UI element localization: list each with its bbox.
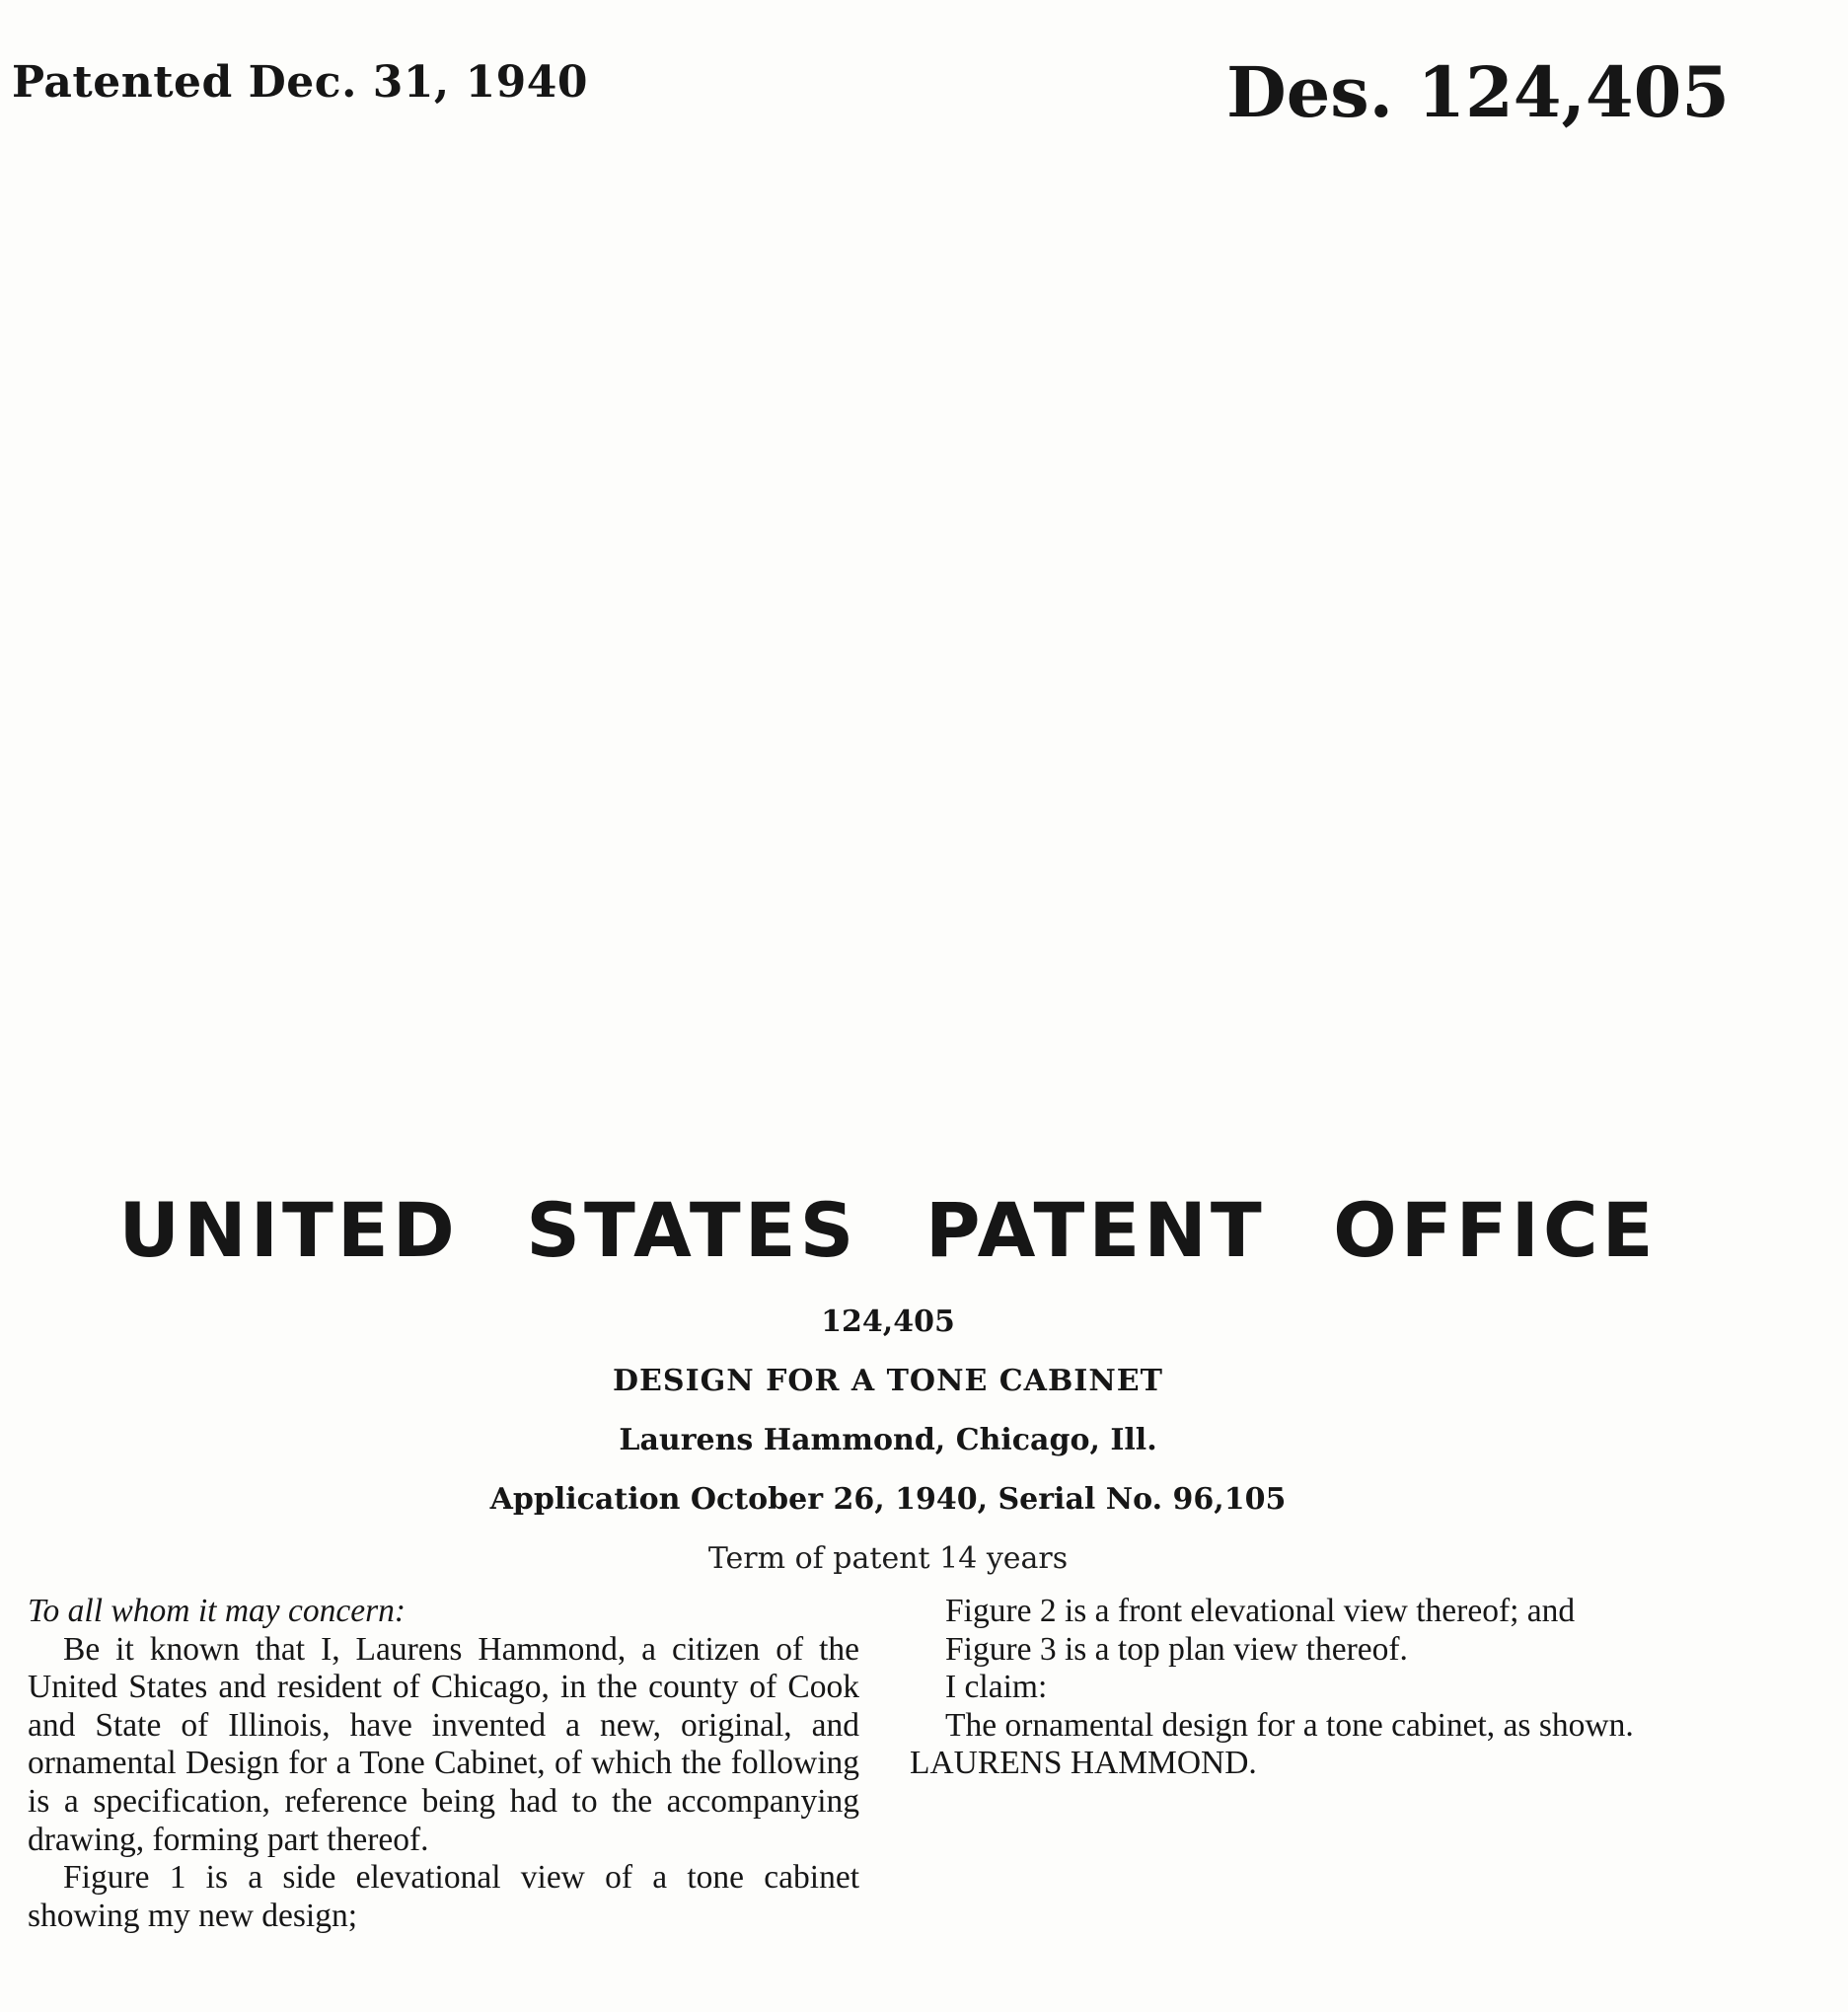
patent-office-heading: UNITED STATES PATENT OFFICE [118,1186,1658,1274]
design-number: Des. 124,405 [1226,51,1730,133]
design-title: DESIGN FOR A TONE CABINET [613,1364,1163,1398]
patented-date: Patented Dec. 31, 1940 [12,57,589,108]
figure-3-description: Figure 3 is a top plan view thereof. [945,1630,1408,1668]
application-line: Application October 26, 1940, Serial No. 96,105 [489,1482,1287,1517]
salutation: To all whom it may concern: [28,1593,407,1629]
left-column [28,1593,859,1935]
specification-paragraph: Be it known that I, Laurens Hammond, a citizen of the United States and resident of Chicago, in the county of Cook and State of Illinois, have invented a new, original, and ornamental Design for a Tone Cabinet, of which the following is a specification, reference being had to the accompanying drawing, forming part thereof. [28,1630,859,1858]
inventor-signature: LAURENS HAMMOND. [910,1745,1257,1782]
patent-number: 124,405 [821,1304,955,1339]
inventor-line: Laurens Hammond, Chicago, Ill. [619,1423,1157,1457]
figure-1-description: Figure 1 is a side elevational view of a tone cabinet showing my new design; [28,1859,859,1934]
claim-intro: I claim: [945,1669,1048,1706]
patent-term: Term of patent 14 years [707,1541,1069,1576]
figure-2-description: Figure 2 is a front elevational view thereof; and [945,1593,1576,1629]
right-column [910,1593,1744,1783]
claim-text: The ornamental design for a tone cabinet, as shown. [945,1706,1634,1744]
